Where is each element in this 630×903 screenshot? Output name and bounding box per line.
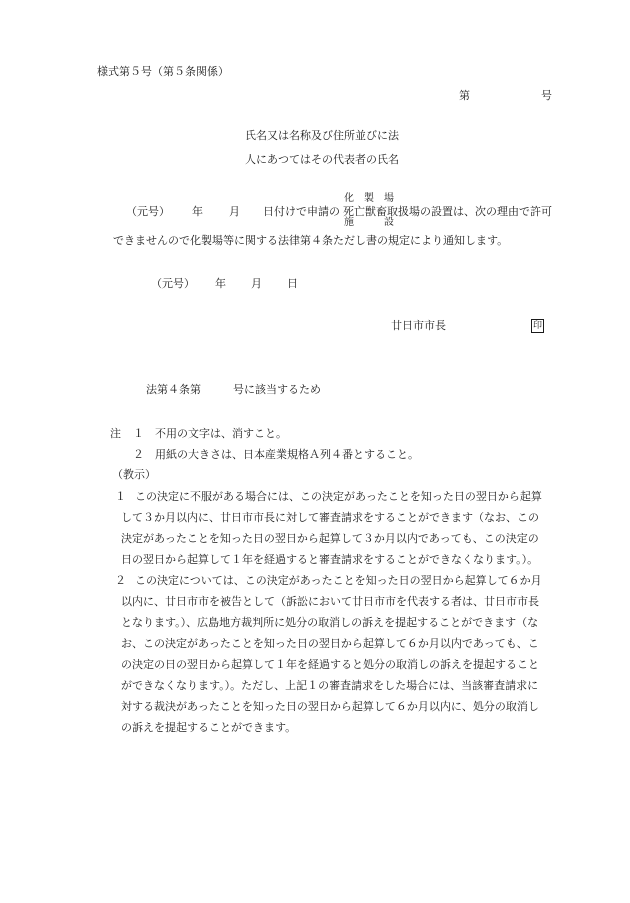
choice-kaseijo: 化 製 場	[344, 193, 394, 204]
choice-shibou-juuchiku: 死亡獣畜取扱場	[343, 205, 420, 218]
teaching-item-2-line: この決定については、この決定があったことを知った日の翌日から起算して６か月	[135, 574, 542, 587]
teaching-item-1-number: １	[115, 490, 126, 503]
issuer-name: 廿日市市長	[391, 319, 446, 332]
note-1-text: 不用の文字は、消すこと。	[155, 427, 287, 440]
note-2-number: ２	[133, 448, 144, 461]
body-line-2: できませんので化製場等に関する法律第４条ただし書の規定により通知します。	[113, 234, 509, 247]
teaching-item-2-line: 以内に、廿日市市を被告として（訴訟において廿日市市を代表する者は、廿日市市長	[121, 595, 539, 608]
teaching-item-2-line: の決定の日の翌日から起算して１年を経過すると処分の取消しの訴えを提起すること	[121, 658, 539, 671]
teaching-item-2-number: ２	[115, 574, 126, 587]
teaching-item-2-line: 対する裁決があったことを知った日の翌日から起算して６か月以内に、処分の取消し	[121, 700, 539, 713]
date-year: 年	[215, 277, 226, 290]
teaching-item-2-line: の訴えを提起することができます。	[121, 721, 297, 734]
body-day-text: 日付けで申請の	[263, 205, 340, 218]
body-era: （元号）	[126, 205, 170, 218]
note-2-text: 用紙の大きさは、日本産業規格Ａ列４番とすること。	[155, 448, 419, 461]
seal-mark: 印	[533, 321, 543, 331]
date-era: （元号）	[151, 277, 195, 290]
body-month: 月	[229, 205, 240, 218]
number-prefix: 第	[459, 89, 470, 102]
body-tail: の設置は、次の理由で許可	[420, 205, 552, 218]
teaching-item-1-line: して３か月以内に、廿日市市長に対して審査請求をすることができます（なお、この	[121, 511, 539, 524]
reason-prefix: 法第４条第	[146, 383, 201, 396]
date-month: 月	[251, 277, 262, 290]
date-day: 日	[287, 277, 298, 290]
teaching-item-1-line: 日の翌日から起算して１年を経過すると審査請求をすることができなくなります。）。	[121, 553, 539, 566]
teaching-item-2-line: ができなくなります。）。ただし、上記１の審査請求をした場合には、当該審査請求に	[121, 679, 539, 692]
teaching-item-1-line: この決定に不服がある場合には、この決定があったことを知った日の翌日から起算	[135, 490, 542, 503]
note-1-number: １	[133, 427, 144, 440]
teaching-item-2-line: となります。）、広島地方裁判所に処分の取消しの訴えを提起することができます（な	[121, 616, 539, 629]
notes-label: 注	[110, 427, 121, 440]
teaching-heading: （教示）	[112, 468, 156, 481]
addressee-line-1: 氏名又は名称及び住所並びに法	[245, 129, 399, 142]
addressee-line-2: 人にあつてはその代表者の氏名	[245, 153, 399, 166]
number-suffix: 号	[541, 89, 552, 102]
body-year: 年	[192, 205, 203, 218]
form-title: 様式第５号（第５条関係）	[97, 65, 229, 78]
teaching-item-1-line: 決定があったことを知った日の翌日から起算して３か月以内であっても、この決定の	[121, 532, 539, 545]
teaching-item-2-line: お、この決定があったことを知った日の翌日から起算して６か月以内であっても、こ	[121, 637, 539, 650]
choice-shisetsu: 施 設	[344, 217, 394, 228]
reason-suffix: 号に該当するため	[233, 383, 321, 396]
